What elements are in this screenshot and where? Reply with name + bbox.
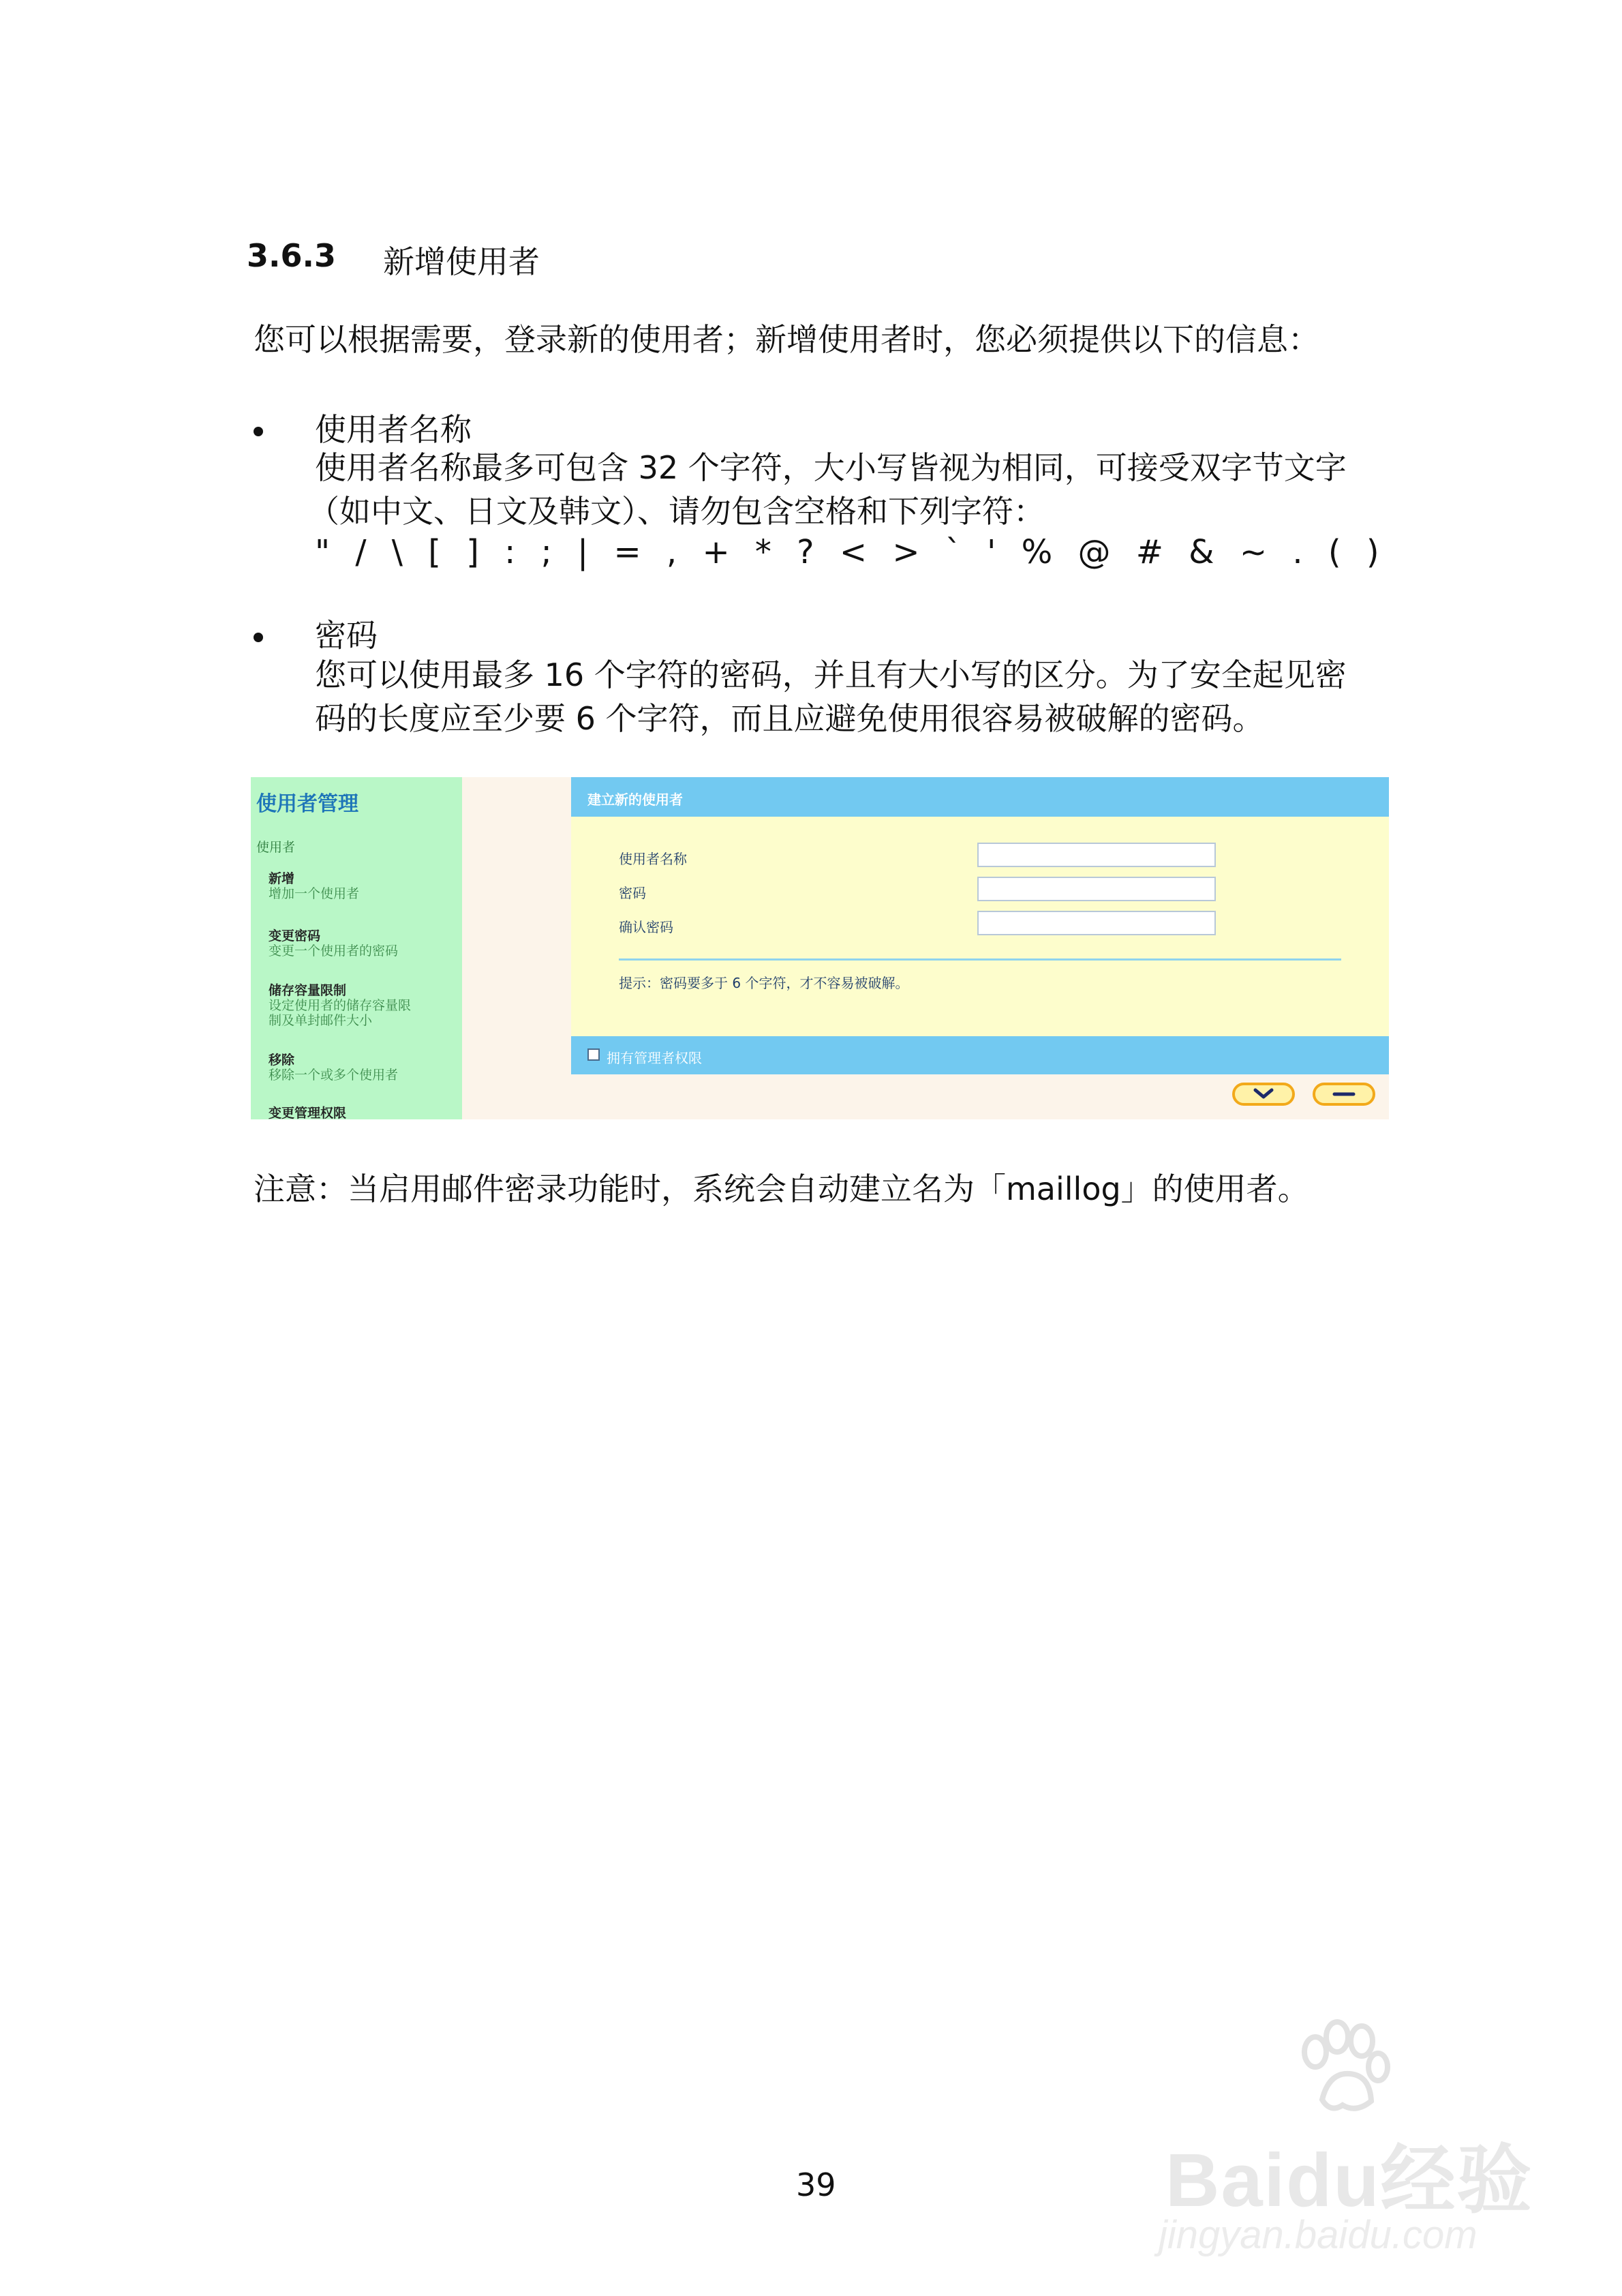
sidebar-item-desc: 增加一个使用者 <box>269 886 360 901</box>
section-number: 3.6.3 <box>247 237 336 274</box>
bullet-title-username: 使用者名称 <box>315 411 472 448</box>
password-hint: 提示：密码要多于 6 个字符，才不容易被破解。 <box>619 975 909 991</box>
sidebar-item-label: 新增 <box>269 871 295 886</box>
form-panel <box>571 817 1389 1036</box>
forbidden-characters: " / \ [ ] : ; | = , + * ? < > ` ' % @ # & ~ . ( ) <box>315 533 1382 571</box>
sidebar-subtitle: 使用者 <box>256 840 296 855</box>
sidebar-item-add[interactable] <box>269 871 359 901</box>
sidebar-item-desc: 设定使用者的储存容量限 <box>269 998 412 1013</box>
sidebar-item-change-password[interactable] <box>269 928 398 958</box>
sidebar-item-label: 移除 <box>269 1053 295 1068</box>
username-input[interactable] <box>977 843 1216 867</box>
watermark <box>1138 2018 1533 2257</box>
admin-checkbox-label: 拥有管理者权限 <box>607 1050 702 1066</box>
sidebar-item-desc: 移除一个或多个使用者 <box>269 1068 399 1083</box>
bullet-title-password: 密码 <box>315 617 378 654</box>
panel-header <box>571 777 1389 817</box>
confirm-password-label: 确认密码 <box>619 919 673 935</box>
username-label: 使用者名称 <box>619 851 687 867</box>
note-paragraph: 注意：当启用邮件密录功能时，系统会自动建立名为「maillog」的使用者。 <box>254 1170 1309 1207</box>
watermark-url: jingyan.baidu.com <box>1159 2213 1478 2257</box>
sidebar-item-remove[interactable] <box>269 1053 398 1083</box>
embedded-screenshot <box>251 777 1389 1119</box>
bullet-line: 使用者名称最多可包含 32 个字符，大小写皆视为相同，可接受双字节文字 <box>315 449 1347 486</box>
confirm-button[interactable] <box>1232 1083 1295 1106</box>
chevron-down-icon <box>1235 1085 1292 1103</box>
password-input[interactable] <box>977 877 1216 901</box>
sidebar-item-label: 变更密码 <box>269 928 321 943</box>
admin-checkbox[interactable] <box>587 1048 600 1061</box>
sidebar-item-desc: 制及单封邮件大小 <box>269 1013 373 1028</box>
sidebar-title: 使用者管理 <box>256 792 358 816</box>
intro-paragraph: 您可以根据需要，登录新的使用者；新增使用者时，您必须提供以下的信息： <box>254 321 1319 358</box>
password-label: 密码 <box>619 885 646 901</box>
bullet-dot-icon <box>254 633 263 642</box>
bullet-line: 码的长度应至少要 6 个字符，而且应避免使用很容易被破解的密码。 <box>315 700 1264 737</box>
sidebar-item-admin-rights[interactable] <box>269 1106 346 1119</box>
bullet-line: （如中文、日文及韩文）、请勿包含空格和下列字符： <box>308 493 1045 530</box>
page-number: 39 <box>796 2166 836 2203</box>
admin-bar <box>571 1036 1389 1074</box>
cancel-button[interactable] <box>1313 1083 1375 1106</box>
bullet-line: 您可以使用最多 16 个字符的密码，并且有大小写的区分。为了安全起见密 <box>315 656 1347 693</box>
sidebar-item-label: 储存容量限制 <box>269 983 347 998</box>
bullet-dot-icon <box>254 427 263 436</box>
confirm-password-input[interactable] <box>977 911 1216 935</box>
watermark-logo: Baidu经验 <box>1165 2139 1533 2222</box>
minus-icon <box>1315 1085 1373 1103</box>
panel-header-title: 建立新的使用者 <box>587 791 683 808</box>
paw-logo-icon <box>1288 2018 1397 2120</box>
sidebar-item-storage-limit[interactable] <box>269 983 411 1028</box>
section-title: 新增使用者 <box>383 243 540 280</box>
sidebar-item-desc: 变更一个使用者的密码 <box>269 943 399 958</box>
sidebar <box>251 777 462 1119</box>
sidebar-item-label: 变更管理权限 <box>269 1106 347 1119</box>
divider <box>619 958 1341 961</box>
